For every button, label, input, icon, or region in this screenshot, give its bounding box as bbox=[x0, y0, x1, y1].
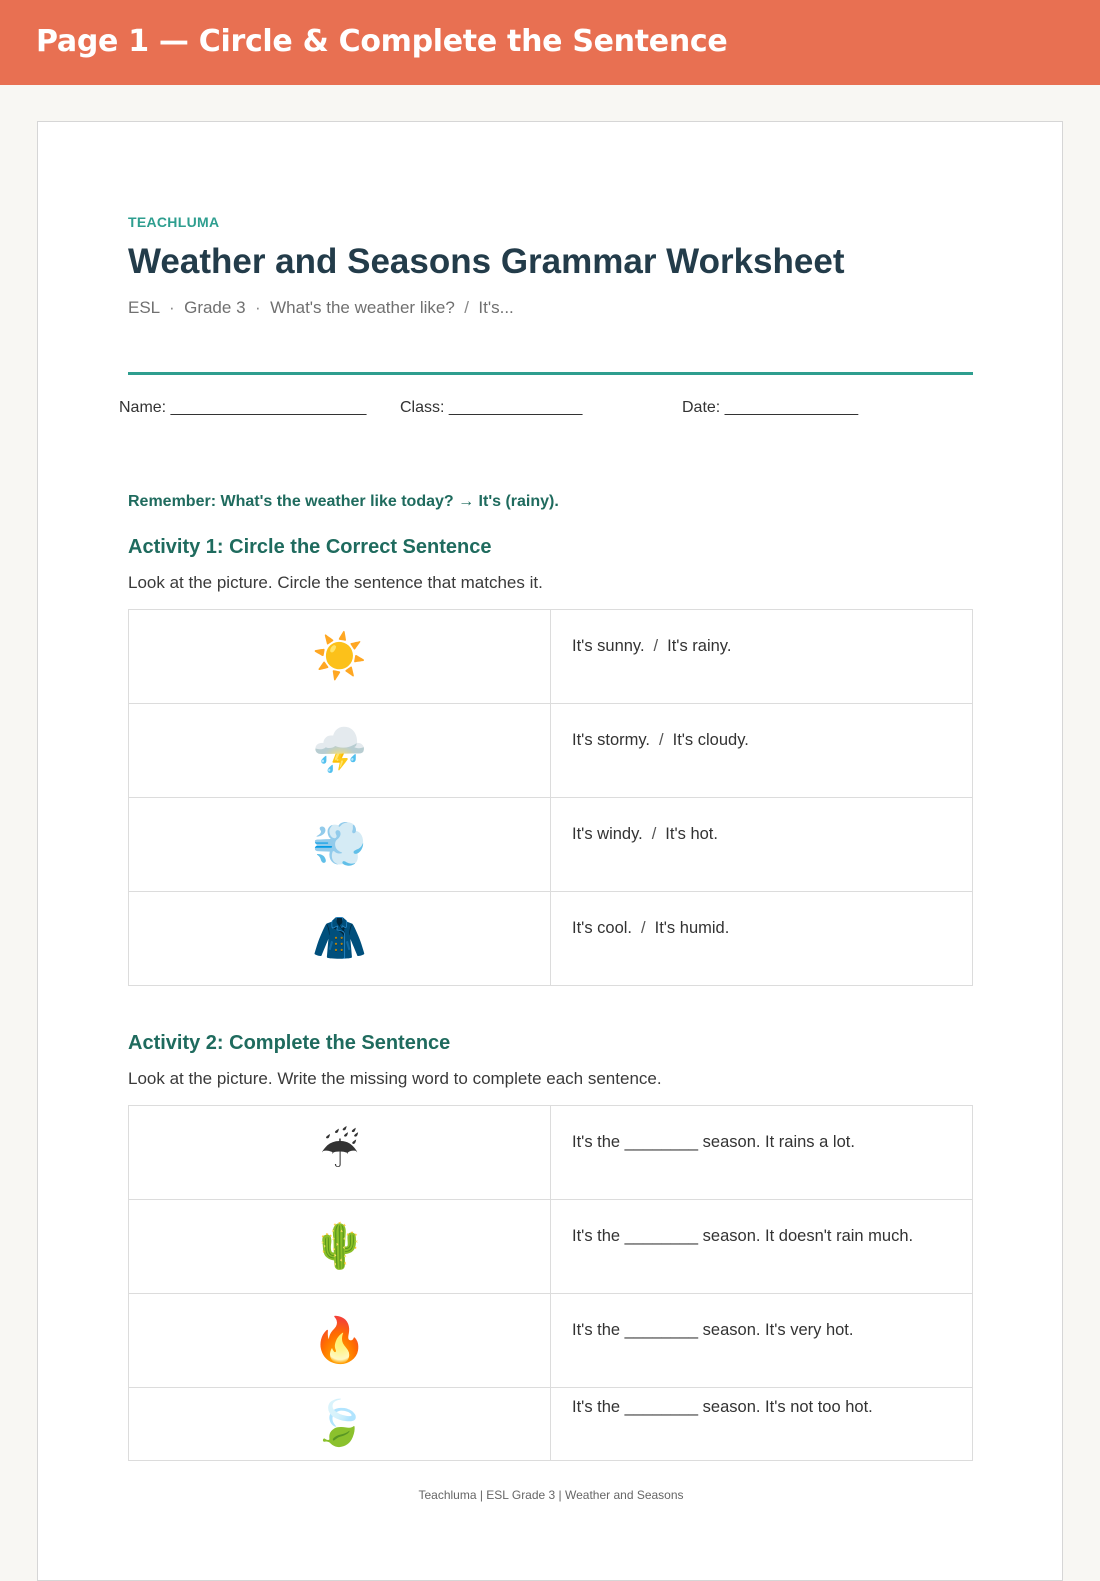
banner-title: Page 1 — Circle & Complete the Sentence bbox=[36, 24, 728, 59]
page-banner bbox=[0, 0, 1100, 85]
sentence-option[interactable]: It's stormy. bbox=[572, 731, 651, 749]
cactus-icon: 🌵 bbox=[312, 1221, 367, 1271]
fill-in-sentence[interactable]: It's the ________ season. It's not too hot. bbox=[572, 1398, 873, 1416]
fill-in-sentence[interactable]: It's the ________ season. It doesn't rain much. bbox=[572, 1227, 914, 1245]
sentence-option[interactable]: It's hot. bbox=[665, 825, 718, 843]
table-row bbox=[129, 1106, 973, 1200]
sentence-option[interactable]: It's rainy. bbox=[667, 637, 732, 655]
activity2-table bbox=[128, 1105, 973, 1461]
subtitle-topic: What's the weather like? bbox=[270, 298, 455, 317]
leaf-wind-icon: 🍃 bbox=[312, 1399, 367, 1448]
activity1-title: Activity 1: Circle the Correct Sentence bbox=[128, 536, 492, 558]
activity2-title: Activity 2: Complete the Sentence bbox=[128, 1032, 451, 1054]
fire-icon: 🔥 bbox=[312, 1315, 367, 1365]
table-row bbox=[129, 1200, 973, 1294]
table-row: 💨 It's windy. / It's hot. bbox=[129, 798, 973, 892]
storm-cloud-icon: ⛈️ bbox=[312, 725, 367, 775]
sentence-option[interactable]: It's sunny. bbox=[572, 637, 645, 655]
subtitle-pattern: It's... bbox=[478, 298, 514, 317]
fill-in-sentence[interactable]: It's the ________ season. It rains a lot. bbox=[572, 1133, 855, 1151]
subtitle-grade: Grade 3 bbox=[184, 298, 246, 317]
brand-label: TEACHLUMA bbox=[128, 214, 220, 230]
activity2-instruction: Look at the picture. Write the missing word to complete each sentence. bbox=[128, 1069, 662, 1088]
activity1-table bbox=[128, 609, 973, 986]
name-field[interactable]: Name: ______________________ bbox=[119, 399, 367, 416]
sentence-option[interactable]: It's humid. bbox=[654, 919, 730, 937]
class-field[interactable]: Class: _______________ bbox=[400, 399, 583, 416]
date-field[interactable]: Date: _______________ bbox=[682, 399, 859, 416]
coat-icon: 🧥 bbox=[312, 913, 367, 963]
worksheet-subtitle: ESL · Grade 3 · What's the weather like? / It's... bbox=[128, 298, 514, 317]
fill-in-sentence[interactable]: It's the ________ season. It's very hot. bbox=[572, 1321, 854, 1339]
table-row bbox=[129, 1294, 973, 1388]
sentence-option[interactable]: It's cloudy. bbox=[672, 731, 749, 749]
table-row: ⛈️ It's stormy. / It's cloudy. bbox=[129, 704, 973, 798]
table-row: ☀️ It's sunny. / It's rainy. bbox=[129, 610, 973, 704]
page-footer: Teachluma | ESL Grade 3 | Weather and Seasons bbox=[418, 1488, 684, 1502]
table-row bbox=[129, 1388, 973, 1461]
subtitle-subject: ESL bbox=[128, 298, 160, 317]
sentence-option[interactable]: It's windy. bbox=[572, 825, 643, 843]
worksheet-title: Weather and Seasons Grammar Worksheet bbox=[128, 242, 845, 281]
umbrella-rain-icon: ☔ bbox=[319, 1127, 360, 1177]
sun-icon: ☀️ bbox=[312, 631, 367, 681]
remember-note: Remember: What's the weather like today? → It's (rainy). bbox=[128, 493, 559, 510]
sentence-option[interactable]: It's cool. bbox=[572, 919, 633, 937]
table-row: 🧥 It's cool. / It's humid. bbox=[129, 892, 973, 986]
activity1-instruction: Look at the picture. Circle the sentence that matches it. bbox=[128, 573, 543, 592]
header-divider bbox=[128, 372, 973, 375]
worksheet-page bbox=[37, 121, 1063, 1581]
wind-icon: 💨 bbox=[312, 819, 367, 869]
